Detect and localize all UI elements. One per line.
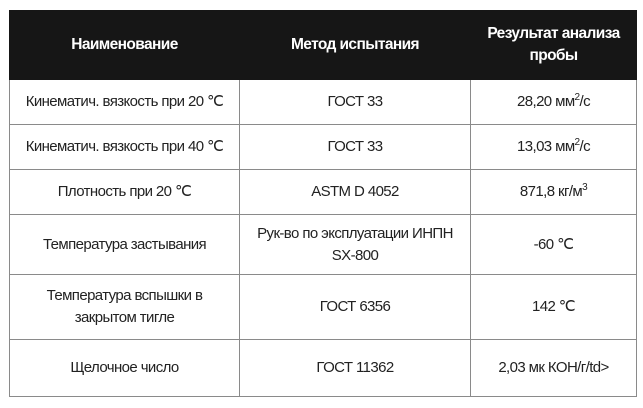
row-name: Температура застывания <box>10 215 240 275</box>
header-row <box>10 11 637 80</box>
test-results-table <box>9 10 637 397</box>
result-value: 2,03 мк КОН/г/td> <box>498 359 609 376</box>
row-name: Кинематич. вязкость при 20 ℃ <box>10 80 240 125</box>
result-exponent: 2 <box>574 92 580 103</box>
row-result <box>471 125 637 170</box>
row-result <box>471 340 637 397</box>
header-name: Наименование <box>10 11 240 80</box>
table-row <box>10 215 637 275</box>
table-row <box>10 275 637 340</box>
row-method: ГОСТ 33 <box>240 80 471 125</box>
table-row <box>10 340 637 397</box>
row-result <box>471 170 637 215</box>
table-row <box>10 125 637 170</box>
header-method: Метод испытания <box>240 11 471 80</box>
row-method: ГОСТ 11362 <box>240 340 471 397</box>
row-name: Щелочное число <box>10 340 240 397</box>
result-exponent: 3 <box>582 182 588 193</box>
row-method: ГОСТ 33 <box>240 125 471 170</box>
result-value: -60 ℃ <box>533 235 574 253</box>
row-result <box>471 275 637 340</box>
row-method: Рук-во по эксплуатации ИНПН SX-800 <box>240 215 471 275</box>
result-value: 142 ℃ <box>531 298 576 315</box>
row-result <box>471 80 637 125</box>
result-value: 871,8 кг/м <box>519 183 583 200</box>
row-name: Плотность при 20 ℃ <box>10 170 240 215</box>
row-name: Температура вспышки в закрытом тигле <box>10 275 240 340</box>
result-unit-suffix: /с <box>579 138 590 155</box>
row-result <box>471 215 637 275</box>
header-result: Результат анализа пробы <box>471 11 637 80</box>
table-row <box>10 170 637 215</box>
row-name: Кинематич. вязкость при 40 ℃ <box>10 125 240 170</box>
result-unit-suffix: /с <box>579 93 590 110</box>
result-value: 28,20 мм <box>517 93 575 110</box>
row-method: ASTM D 4052 <box>240 170 471 215</box>
result-exponent: 2 <box>574 137 580 148</box>
table-row <box>10 80 637 125</box>
result-value: 13,03 мм <box>517 138 575 155</box>
row-method: ГОСТ 6356 <box>240 275 471 340</box>
